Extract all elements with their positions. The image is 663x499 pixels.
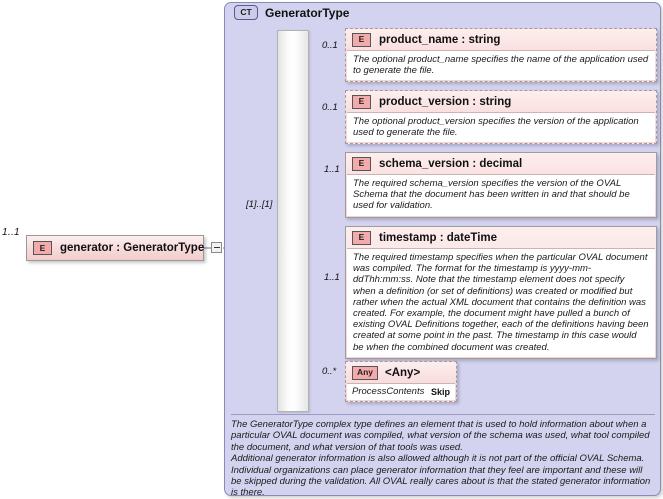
element-badge-icon: E xyxy=(352,95,371,109)
any-processcontents-label: ProcessContents xyxy=(352,386,425,397)
root-element-occurrence: 1..1 xyxy=(2,227,20,238)
complextype-documentation-paragraph-2: Additional generator information is also allowed although it is not part of the official OVAL Schema. Individual organizations can place generator information that they feel are important and these will be skipped during the validation. All OVAL really cares about is that the stated generator information is there. xyxy=(231,453,651,499)
element-schema-version[interactable] xyxy=(345,152,657,218)
element-badge-icon: E xyxy=(33,241,52,255)
element-badge-icon: E xyxy=(352,33,371,47)
complextype-documentation-paragraph-1: The GeneratorType complex type defines an element that is used to hold information about when a particular OVAL document was compiled, what version of the schema was used, what tool compiled the document, and what version of that tools was used. xyxy=(231,419,650,453)
sequence-compositor-bar[interactable] xyxy=(277,30,309,412)
element-product-name-header xyxy=(346,29,656,50)
complextype-badge-icon: CT xyxy=(234,5,258,20)
any-processcontents-value: Skip xyxy=(430,386,450,397)
element-schema-version-documentation: The required schema_version specifies the version of the OVAL Schema that the document has been written in and that should be used for validation. xyxy=(347,174,655,216)
occurrence-product-name: 0..1 xyxy=(322,40,338,51)
element-badge-icon: E xyxy=(352,231,371,245)
element-generator[interactable] xyxy=(26,235,204,261)
element-timestamp-documentation: The required timestamp specifies when the particular OVAL document was compiled. The format for the timestamp is yyyy-mm-ddThh:mm:ss. Note that the timestamp element does not specify when a definition (or set of definitions) was created or modified but rather when the actual XML document that contains the definition was created. For example, the document might have pulled a bunch of existing OVAL Definitions together, each of the definitions having been created at some point in the past. The timestamp in this case would be when the combined document was created. xyxy=(347,248,655,357)
element-product-version-documentation: The optional product_version specifies the version of the application used to generate the file. xyxy=(347,112,655,142)
any-processcontents-row xyxy=(347,383,455,400)
complextype-documentation xyxy=(231,414,655,499)
element-timestamp-label: timestamp : dateTime xyxy=(379,231,498,244)
element-schema-version-header xyxy=(346,153,656,174)
element-product-name[interactable] xyxy=(345,28,657,82)
element-badge-icon: E xyxy=(352,157,371,171)
occurrence-timestamp: 1..1 xyxy=(324,272,340,283)
occurrence-schema-version: 1..1 xyxy=(324,164,340,175)
any-badge-icon: Any xyxy=(352,366,378,380)
minus-icon[interactable] xyxy=(211,242,222,253)
element-product-name-documentation: The optional product_name specifies the name of the application used to generate the file. xyxy=(347,50,655,80)
element-product-version-label: product_version : string xyxy=(379,95,512,108)
element-any-label: <Any> xyxy=(385,366,421,379)
element-generator-label: generator : GeneratorType xyxy=(60,242,205,254)
occurrence-any: 0..* xyxy=(322,366,337,377)
complextype-header xyxy=(234,5,349,20)
element-any[interactable] xyxy=(345,361,457,402)
element-schema-version-label: schema_version : decimal xyxy=(379,157,523,170)
element-product-version-header xyxy=(346,91,656,112)
element-any-header xyxy=(346,362,456,383)
occurrence-product-version: 0..1 xyxy=(322,102,338,113)
element-timestamp[interactable] xyxy=(345,226,657,359)
element-product-name-label: product_name : string xyxy=(379,33,501,46)
complextype-title: GeneratorType xyxy=(265,5,350,20)
sequence-occurrence: [1]..[1] xyxy=(246,199,273,210)
element-product-version[interactable] xyxy=(345,90,657,144)
element-timestamp-header xyxy=(346,227,656,248)
